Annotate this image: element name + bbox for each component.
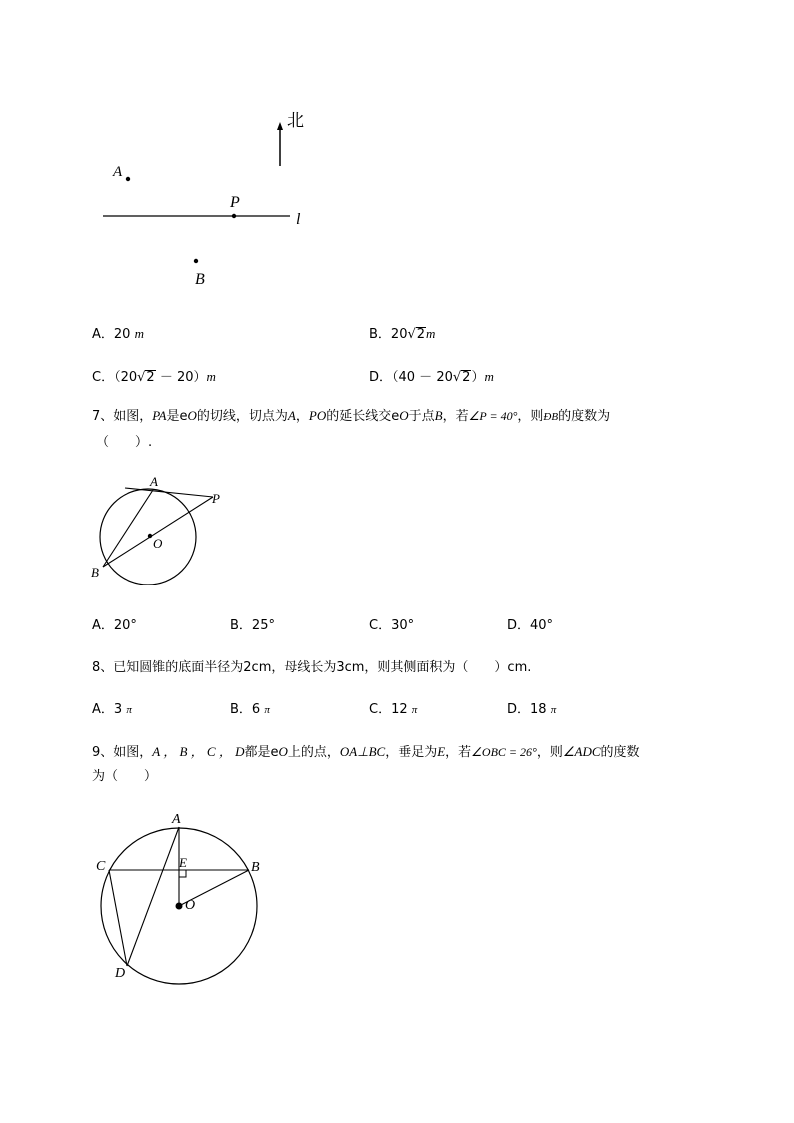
q7-option-c: C．30° <box>369 618 415 633</box>
q6-option-b-unit: m <box>426 326 436 341</box>
q9-perp: OA⊥BC <box>339 744 386 759</box>
q9-label-a: A <box>172 812 181 827</box>
q6-option-d-radicand: 2 <box>462 370 471 385</box>
q8-option-d-pi: π <box>550 704 557 716</box>
point-a-dot <box>126 177 130 181</box>
q6-option-c-text: C．（20 <box>92 370 138 385</box>
q7-t7: ，若 <box>442 409 469 424</box>
q9-angle: ∠OBC = 26° <box>471 745 537 759</box>
q9-label-e: E <box>179 855 187 870</box>
q7-circle <box>100 489 196 585</box>
q7-o: O <box>187 408 197 423</box>
line-l-label: l <box>296 211 301 228</box>
q6-option-b <box>369 325 435 344</box>
q7-label-p: P <box>212 491 220 506</box>
point-a-label: A <box>113 164 123 180</box>
q7-option-b: B．25° <box>230 618 275 633</box>
q6-option-c <box>92 368 216 387</box>
q7-stem-line1 <box>92 407 610 426</box>
q6-option-b-sqrt: √2 <box>407 327 426 342</box>
q6-option-d-text: D．（40 － 20 <box>369 370 453 385</box>
q7-line-ab <box>103 490 153 567</box>
q7-t9: 的度数为 <box>558 409 611 424</box>
q7-t2: 是 <box>166 409 180 424</box>
q7-stem-line2: （ ）. <box>96 435 153 450</box>
q9-t6: ，则 <box>536 745 563 760</box>
q8-option-c-text: C．12 <box>369 702 408 717</box>
q8-option-d <box>507 701 556 719</box>
q9-label-b: B <box>251 860 260 875</box>
q8-option-c <box>369 701 417 719</box>
q8-option-c-pi: π <box>411 704 418 716</box>
point-p-dot <box>232 214 236 218</box>
q7-t4: ， <box>295 409 309 424</box>
q9-label-d: D <box>115 966 126 981</box>
q6-option-d-mid: ） <box>471 370 485 385</box>
q7-a: A <box>287 408 296 423</box>
q6-option-d-sqrt: √2 <box>452 370 471 385</box>
q9-t1: 9、如图， <box>92 745 153 760</box>
q7-option-a: A．20° <box>92 618 137 633</box>
point-b-label: B <box>195 271 205 288</box>
q7-t3: 的切线，切点为 <box>196 409 288 424</box>
figure-q7 <box>85 470 235 585</box>
q6-option-b-radicand: 2 <box>416 327 426 342</box>
q7-label-o: O <box>153 536 163 551</box>
north-arrow-head <box>277 122 283 130</box>
q9-stem-line1 <box>92 743 640 762</box>
q9-circle-sym: e <box>270 745 279 760</box>
q8-option-d-text: D．18 <box>507 702 547 717</box>
north-label: 北 <box>287 111 304 130</box>
q8-option-b <box>230 701 270 719</box>
q7-label-b: B <box>91 565 99 580</box>
q8-stem: 8、已知圆锥的底面半径为2cm，母线长为3cm，则其侧面积为（ ）cm. <box>92 660 532 675</box>
q9-adc: ∠ADC <box>562 744 601 759</box>
q9-e: E <box>437 744 446 759</box>
q6-option-a-unit: m <box>134 326 144 341</box>
figure-q9 <box>90 805 270 990</box>
q8-option-a-text: A．3 <box>92 702 123 717</box>
q7-pa: PA <box>152 408 167 423</box>
q9-right-angle-mark <box>179 870 186 877</box>
q9-label-c: C <box>96 859 106 874</box>
q8-option-a-pi: π <box>126 704 132 716</box>
q9-center-dot <box>176 903 183 910</box>
q6-option-a-text: A．20 <box>92 327 135 342</box>
q6-option-c-mid: － 20） <box>155 370 207 385</box>
q8-option-a <box>92 701 132 719</box>
q7-line-pb <box>103 497 213 567</box>
q7-angle: ∠P = 40° <box>468 409 518 423</box>
q9-stem-line2: 为（ ） <box>92 769 158 784</box>
q9-points: A ， B ， C ， D <box>152 744 245 759</box>
q7-po: PO <box>308 408 327 423</box>
q7-circle-sym: e <box>179 409 188 424</box>
point-b-dot <box>194 259 198 263</box>
q7-t1: 7、如图， <box>92 409 153 424</box>
q9-line-cd <box>109 870 127 966</box>
q7-arc: ÐB <box>543 411 559 423</box>
q7-option-d: D．40° <box>507 618 554 633</box>
figure-q6 <box>90 100 330 300</box>
q9-line-ad <box>127 827 179 966</box>
q9-o: O <box>278 744 288 759</box>
q6-option-d-unit: m <box>484 369 494 384</box>
q9-t2: 都是 <box>244 745 271 760</box>
q7-o2: O <box>399 408 409 423</box>
q6-option-c-sqrt: √2 <box>137 370 155 385</box>
q9-t4: ，垂足为 <box>385 745 438 760</box>
q9-t3: 上的点， <box>287 745 340 760</box>
q6-option-d <box>369 368 494 387</box>
q7-t6: 于点 <box>408 409 435 424</box>
q7-label-a: A <box>150 474 158 489</box>
q7-t5: 的延长线交 <box>326 409 392 424</box>
q6-option-c-radicand: 2 <box>146 370 155 385</box>
q8-option-b-pi: π <box>264 704 270 716</box>
q8-option-b-text: B．6 <box>230 702 261 717</box>
q7-circle-sym2: e <box>391 409 400 424</box>
point-p-label: P <box>230 194 240 211</box>
q6-option-c-unit: m <box>206 369 216 384</box>
q7-b: B <box>434 408 443 423</box>
q9-t7: 的度数 <box>600 745 640 760</box>
q6-option-a <box>92 325 144 344</box>
q6-option-b-text: B．20 <box>369 327 408 342</box>
q7-tangent <box>125 488 213 497</box>
q7-t8: ，则 <box>517 409 544 424</box>
q9-t5: ，若 <box>445 745 472 760</box>
q9-label-o: O <box>185 898 196 913</box>
q7-center-dot <box>148 534 152 538</box>
